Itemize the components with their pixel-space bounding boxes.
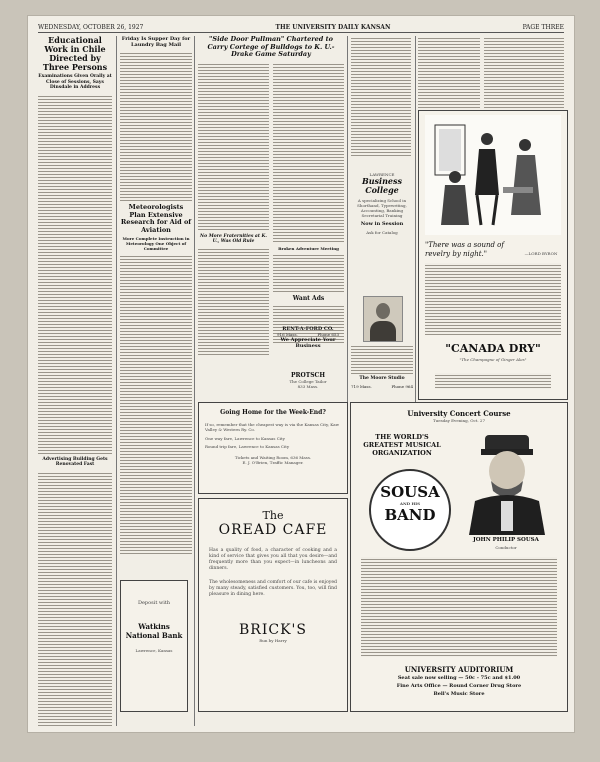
- classified-text-3: [484, 36, 564, 108]
- column-3: [198, 36, 344, 366]
- oread-cafe-name: OREAD CAFE: [218, 522, 328, 538]
- rent-a-ford-phone: Phone 653: [317, 332, 339, 337]
- moore-addr: 719 Mass.: [351, 384, 372, 389]
- body-text-advertising: [38, 471, 112, 727]
- party-drawing-icon: [425, 115, 561, 235]
- headline-meteorology: Meteorologists Plan Extensive Research for Aid of Aviation: [120, 203, 192, 234]
- bells-music: Bell's Music Store: [433, 691, 485, 697]
- want-ads-heading: Want Ads: [292, 294, 325, 302]
- watkins-name: Watkins National Bank: [125, 622, 183, 640]
- conductor-portrait-icon: [455, 431, 555, 535]
- protsch-ad: [278, 372, 338, 398]
- worlds-greatest: THE WORLD'S GREATEST MUSICAL ORGANIZATION: [363, 433, 441, 457]
- business-college-desc: A specializing School in Shorthand, Typewriting, Accounting, Banking Secretarial Training: [357, 198, 407, 218]
- concert-date: Tuesday Evening, Oct. 27: [433, 418, 485, 423]
- rent-a-ford-addr: 916 Mass.: [277, 332, 298, 337]
- watkins-bank-ad: [120, 580, 188, 712]
- canada-tag: "The Champagne of Ginger Ales": [459, 357, 527, 362]
- body-text-meteorology: [120, 254, 192, 554]
- going-home: Going Home for the Week-End?: [220, 409, 326, 416]
- business-college-pre: LAWRENCE: [369, 172, 395, 177]
- canada-dry-ad: [418, 110, 568, 400]
- body-text-laundry: [120, 51, 192, 201]
- column-1: [38, 36, 112, 726]
- protsch-sub: The College Tailor: [289, 379, 327, 384]
- column-6: [484, 36, 564, 116]
- fine-arts-office: Fine Arts Office — Round Corner Drug Store: [396, 683, 522, 689]
- rent-a-ford-name: RENT-A-FORD CO.: [282, 326, 334, 332]
- subhead-meteorology: More Complete Instruction in Meteorology One Object of Committee: [122, 236, 190, 251]
- sousa-concert-ad: [350, 402, 568, 712]
- seat-sale: Seat sale now selling — 50c - 75c and $1.00: [397, 675, 521, 681]
- business-college-name: Business College: [361, 176, 403, 195]
- headline-pullman: "Side Door Pullman" Chartered to Carry Cortege of Bulldogs to K. U.-Drake Game Saturday: [207, 36, 335, 58]
- canada-dry-logo: "CANADA DRY": [445, 342, 541, 355]
- subhead-chile: Examinations Given Orally at Close of Sessions, Says Dinsdale in Address: [38, 74, 112, 90]
- tickets-room: Tickets and Waiting Room, 636 Mass.: [234, 455, 312, 460]
- program-listing: [361, 557, 557, 657]
- headline-advertising: Advertising Building Gets Renovated Fast: [42, 456, 108, 467]
- business-college-ad: [351, 172, 413, 292]
- newspaper-page: [28, 16, 574, 732]
- rent-a-ford-tag: We Appreciate Your Business: [280, 337, 336, 349]
- page-header: [38, 22, 564, 33]
- moore-name: The Moore Studio: [359, 376, 405, 381]
- rent-a-ford-ad: [273, 326, 343, 366]
- body-text-adventure: [273, 253, 344, 293]
- kaw-valley: If so, remember that the cheapest way is via the Kansas City, Kaw Valley & Western Ry. Co.: [205, 422, 340, 432]
- classified-text: [351, 36, 411, 158]
- body-text-pullman-b: [273, 62, 344, 244]
- column-rule: [347, 36, 348, 416]
- traffic-manager: E. J. O'Brien, Traffic Manager.: [242, 460, 304, 465]
- oread-the: The: [262, 509, 284, 522]
- concert-course: University Concert Course: [407, 409, 511, 418]
- headline-laundry: Friday Is Supper Day for Laundry Bag Mail: [121, 36, 191, 48]
- conductor-label: Conductor: [495, 545, 517, 550]
- body-text-pullman-a: [198, 62, 269, 232]
- body-text-fraternities: [198, 247, 269, 357]
- canada-quote: "There was a sound of revelry by night.": [425, 241, 504, 258]
- moore-text: [351, 344, 413, 374]
- oread-desc-2: The wholesomeness and comfort of our cafe is enjoyed by many steady, satisfied customers. You, too, will find pleasure in dining here.: [209, 580, 337, 597]
- headline-adventure: Broken Adventure Meeting: [278, 245, 339, 251]
- column-rule: [116, 36, 117, 726]
- header-title: THE UNIVERSITY DAILY KANSAN: [275, 23, 391, 31]
- headline-chile: Educational Work in Chile Directed by Three Persons: [42, 36, 108, 72]
- band-word: BAND: [384, 506, 436, 524]
- column-2: [120, 36, 192, 576]
- moore-phone: Phone 964: [391, 384, 413, 389]
- header-date: WEDNESDAY, OCTOBER 26, 1927: [38, 23, 144, 31]
- canada-fineprint: [435, 373, 551, 389]
- auditorium: UNIVERSITY AUDITORIUM: [404, 665, 514, 674]
- railway-ad: [198, 402, 348, 494]
- sousa-word: SOUSA: [380, 483, 440, 501]
- john-philip-sousa: JOHN PHILIP SOUSA: [473, 537, 539, 543]
- sousa-portrait: [455, 431, 555, 535]
- party-illustration: [425, 115, 561, 235]
- watkins-city: Lawrence, Kansas: [135, 648, 173, 653]
- column-rule: [194, 36, 195, 726]
- column-rule: [415, 36, 416, 416]
- column-5: [418, 36, 480, 116]
- body-text-chile: [38, 94, 112, 454]
- classified-text-2: [418, 36, 480, 108]
- oread-desc: Has a quality of food, a character of cooking and a kind of service that gives you all that you desire—and frequently more than you expect—in luncheons and dinners.: [209, 548, 337, 571]
- protsch-name: PROTSCH: [291, 372, 325, 379]
- and-his-word: AND HIS: [399, 501, 421, 506]
- bricks-name: BRICK'S: [239, 622, 307, 638]
- oread-cafe-ad: [198, 498, 348, 712]
- bricks-sub: Run by Harry: [259, 638, 287, 643]
- column-4: [351, 36, 411, 166]
- moore-studio-ad: [351, 296, 413, 396]
- protsch-addr: 833 Mass.: [297, 384, 319, 389]
- fare-one-way: One way fare, Lawrence to Kansas City: [205, 436, 285, 441]
- sousa-band-seal: [369, 469, 451, 551]
- canada-attr: —LORD BYRON: [524, 251, 558, 256]
- portrait-photo: [363, 296, 403, 342]
- business-college-ask: Ask for Catalog: [366, 230, 398, 235]
- watkins-deposit: Deposit with: [137, 600, 171, 606]
- canada-body: [425, 263, 561, 335]
- business-college-now: Now in Session: [360, 221, 404, 227]
- fare-round-trip: Round trip fare, Lawrence to Kansas City: [205, 444, 290, 449]
- headline-fraternities: No More Fraternities at K. U., Was Old Rule: [200, 233, 267, 244]
- header-page: PAGE THREE: [522, 23, 564, 31]
